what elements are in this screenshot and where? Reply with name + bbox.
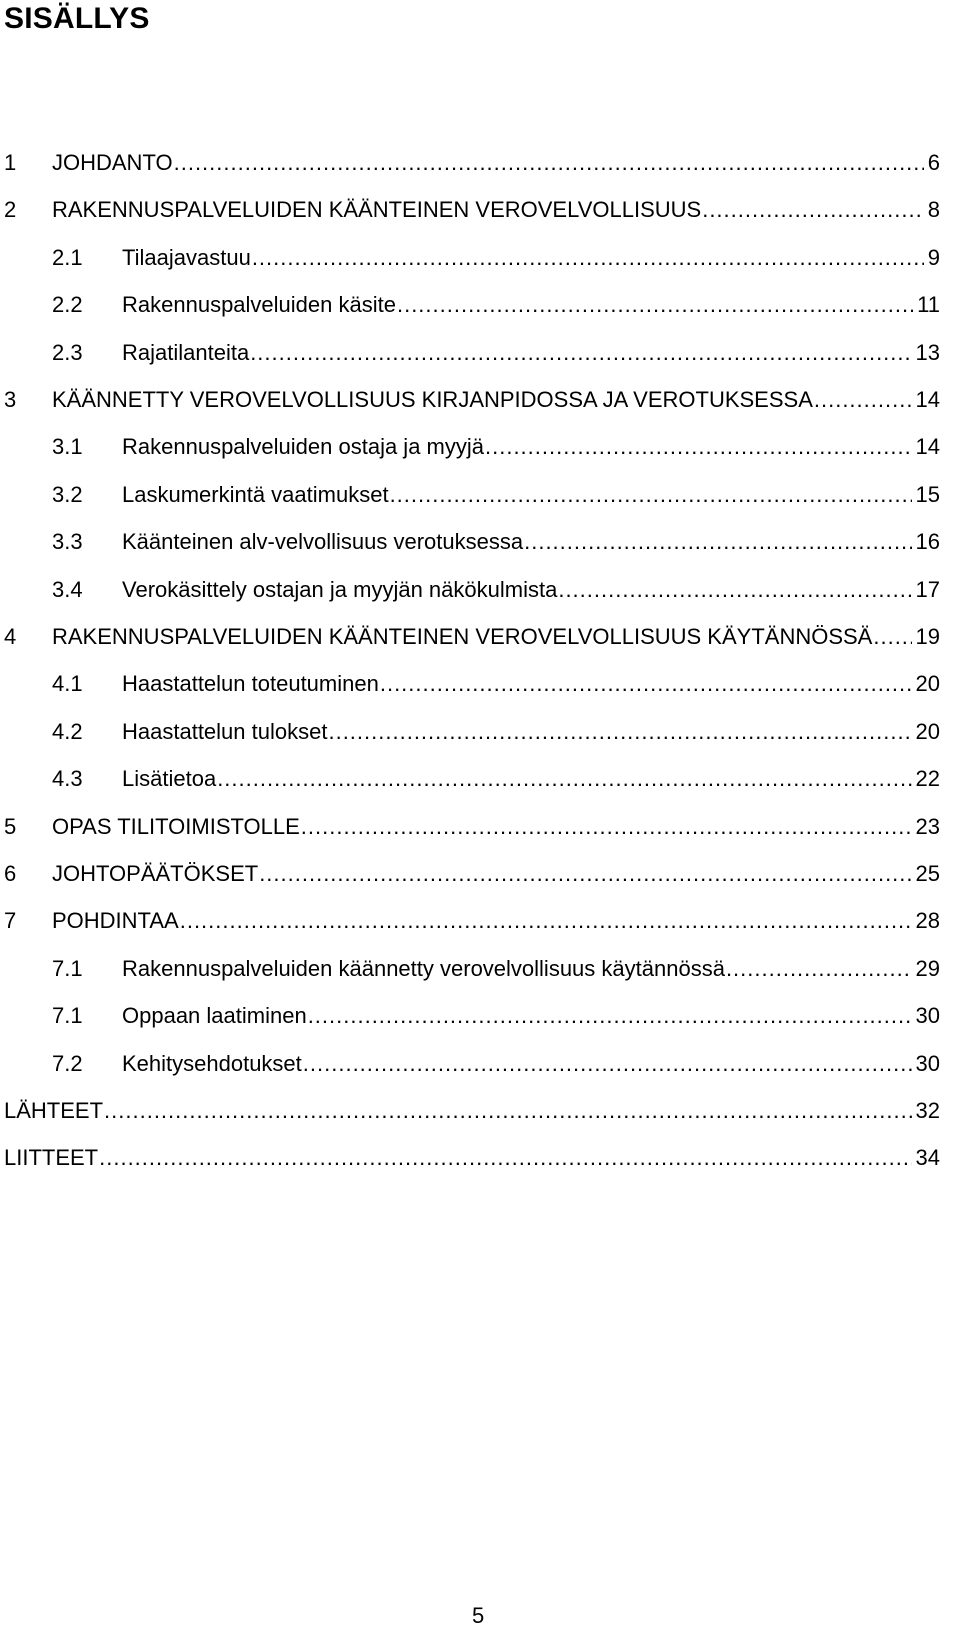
toc-entry-label: Tilaajavastuu [122,244,251,270]
toc-entry[interactable] [0,998,960,1034]
toc-entry-number: 2 [4,197,17,223]
toc-entry-page: 6 [927,150,940,175]
toc-entry-label: Kehitysehdotukset [122,1050,302,1076]
toc-entry-page: 22 [915,766,940,792]
toc-entry-label: Lisätietoa [122,766,217,792]
toc-entry-page: 30 [915,1050,940,1076]
toc-dot-leader [180,903,912,939]
toc-entry-label: Rakennuspalveluiden ostaja ja myyjä [122,434,484,460]
toc-entry-page: 15 [915,481,940,507]
page-title: SISÄLLYS [4,2,150,35]
toc-dot-leader [702,192,924,228]
toc-entry-label: KÄÄNNETTY VEROVELVOLLISUUS KIRJANPIDOSSA JA VEROTUKSESSA [52,387,813,412]
toc-entry-label: Laskumerkintä vaatimukset [122,481,389,507]
toc-entry-label: POHDINTAA [52,908,179,934]
toc-entry[interactable] [0,335,960,371]
toc-entry[interactable] [0,761,960,797]
toc-entry[interactable] [0,572,960,608]
toc-entry[interactable] [0,809,960,845]
toc-entry-page: 28 [915,908,940,934]
toc-entry-label: OPAS TILITOIMISTOLLE [52,813,300,839]
toc-dot-leader [104,1093,911,1129]
toc-entry-page: 11 [917,292,940,318]
toc-entry-number: 2.3 [52,339,83,365]
toc-entry-page: 8 [927,197,940,223]
toc-entry[interactable] [0,192,960,228]
toc-dot-leader [250,335,911,371]
toc-entry-label: Oppaan laatiminen [122,1003,307,1029]
toc-entry-label: Haastattelun tulokset [122,718,328,744]
page-number: 5 [472,1603,485,1628]
toc-entry-page: 16 [915,529,940,555]
toc-entry-label: Rajatilanteita [122,339,250,365]
toc-entry-number: 7.1 [52,955,83,981]
toc-entry-number: 7.2 [52,1050,83,1076]
toc-dot-leader [390,477,912,513]
toc-entry-page: 32 [915,1098,940,1123]
toc-entry[interactable] [0,287,960,323]
toc-entry-label: Rakennuspalveluiden käsite [122,292,396,318]
toc-entry-label: Rakennuspalveluiden käännetty verovelvollisuus käytännössä [122,955,725,981]
toc-entry[interactable] [0,524,960,560]
toc-entry-page: 29 [915,955,940,981]
toc-dot-leader [726,951,912,987]
toc-entry-label: RAKENNUSPALVELUIDEN KÄÄNTEINEN VEROVELVOLLISUUS KÄYTÄNNÖSSÄ [52,624,873,649]
toc-entry-label: RAKENNUSPALVELUIDEN KÄÄNTEINEN VEROVELVOLLISUUS [52,197,702,223]
toc-dot-leader [301,809,912,845]
toc-entry-number: 4.1 [52,671,83,697]
toc-entry-number: 7 [4,908,17,934]
toc-entry-page: 14 [915,434,940,460]
toc-entry[interactable] [0,382,960,418]
toc-dot-leader [485,429,912,465]
toc-entry[interactable] [0,903,960,939]
toc-entry-number: 3.4 [52,576,83,602]
toc-entry[interactable] [0,477,960,513]
toc-dot-leader [252,240,924,276]
toc-entry[interactable] [0,619,960,655]
toc-entry-label: LIITTEET [4,1145,99,1171]
toc-dot-leader [873,619,911,655]
toc-dot-leader [259,856,911,892]
toc-dot-leader [99,1140,911,1176]
toc-dot-leader [397,287,913,323]
toc-entry-page: 9 [927,244,940,270]
toc-entry-number: 1 [4,150,17,175]
toc-entry-page: 17 [915,576,940,602]
toc-dot-leader [814,382,912,418]
toc-entry[interactable] [0,856,960,892]
toc-entry-page: 14 [915,387,940,412]
toc-entry-page: 20 [915,671,940,697]
toc-dot-leader [558,572,911,608]
toc-entry-number: 7.1 [52,1003,83,1029]
toc-dot-leader [328,714,911,750]
toc-entry[interactable] [0,951,960,987]
toc-entry-page: 23 [915,813,940,839]
toc-entry-page: 20 [915,718,940,744]
toc-entry-page: 19 [915,624,940,649]
toc-entry-number: 3.3 [52,529,83,555]
toc-entry-page: 13 [915,339,940,365]
toc-entry-label: JOHDANTO [52,150,173,175]
toc-entry[interactable] [0,1093,960,1129]
toc-entry[interactable] [0,1140,960,1176]
toc-entry-number: 2.2 [52,292,83,318]
toc-entry-label: Käänteinen alv-velvollisuus verotuksessa [122,529,524,555]
toc-entry-number: 3.2 [52,481,83,507]
toc-entry-number: 2.1 [52,244,83,270]
toc-entry[interactable] [0,666,960,702]
toc-entry[interactable] [0,714,960,750]
toc-entry-label: Verokäsittely ostajan ja myyjän näkökulmista [122,576,558,602]
toc-entry[interactable] [0,429,960,465]
toc-entry-label: LÄHTEET [4,1098,104,1123]
toc-entry-number: 6 [4,861,17,886]
toc-entry[interactable] [0,240,960,276]
toc-entry-number: 5 [4,813,17,839]
toc-entry-page: 34 [915,1145,940,1171]
toc-dot-leader [217,761,911,797]
toc-entry-number: 3 [4,387,17,412]
toc-dot-leader [174,145,924,181]
toc-entry-page: 30 [915,1003,940,1029]
toc-entry-page: 25 [915,861,940,886]
toc-dot-leader [303,1046,912,1082]
toc-entry[interactable] [0,145,960,181]
toc-dot-leader [380,666,912,702]
toc-entry-number: 3.1 [52,434,83,460]
toc-entry-number: 4 [4,624,17,649]
toc-dot-leader [524,524,911,560]
toc-entry-number: 4.3 [52,766,83,792]
toc-entry[interactable] [0,1046,960,1082]
toc-dot-leader [308,998,912,1034]
toc-entry-label: Haastattelun toteutuminen [122,671,379,697]
toc-entry-number: 4.2 [52,718,83,744]
toc-entry-label: JOHTOPÄÄTÖKSET [52,861,259,886]
